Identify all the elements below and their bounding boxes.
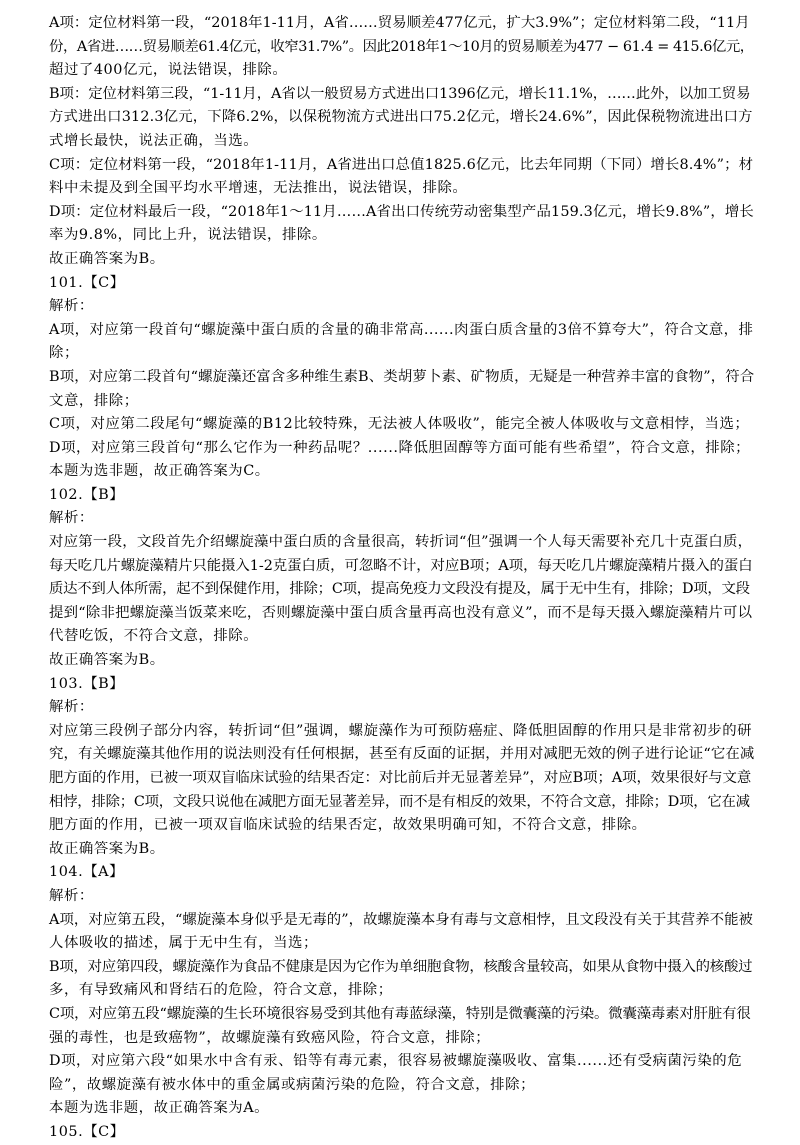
text-line: 102.【B】 [49, 486, 125, 503]
text-line: C项，对应第五段“螺旋藻的生长环境很容易受到其他有毒蓝绿藻，特别是微囊藻的污染。微囊藻毒素对肝脏有很 [49, 1005, 751, 1022]
text-line: 解析： [49, 699, 94, 716]
document-page [49, 12, 754, 1145]
text-line: 103.【B】 [49, 675, 125, 692]
text-line: C项，对应第二段尾句“螺旋藻的B12比较特殊，无法被人体吸收”，能完全被人体吸收与文意相悖，当选； [49, 416, 750, 433]
text-line: 率为9.8%，同比上升，说法错误，排除。 [49, 227, 327, 244]
text-line: 料中未提及到全国平均水平增速，无法推出，说法错误，排除。 [49, 180, 468, 197]
text-line: 对应第一段，文段首先介绍螺旋藻中蛋白质的含量很高，转折词“但”强调一个人每天需要补充几十克蛋白质， [49, 534, 753, 551]
text-line: A项，对应第五段，“螺旋藻本身似乎是无毒的”，故螺旋藻本身有毒与文意相悖，且文段没有关于其营养不能被 [49, 911, 753, 928]
text-line: 文意，排除； [49, 392, 139, 409]
text-line: 故正确答案为B。 [49, 250, 165, 267]
text-line: B项，对应第四段，螺旋藻作为食品不健康是因为它作为单细胞食物，核酸含量较高，如果从食物中摄入的核酸过 [49, 958, 753, 975]
text-line: 提到“除非把螺旋藻当饭菜来吃，否则螺旋藻中蛋白质含量再高也没有意义”，而不是每天摄入螺旋藻精片可以 [49, 604, 753, 621]
text-line: A项，对应第一段首句“螺旋藻中蛋白质的含量的确非常高......肉蛋白质含量的3倍不算夸大”，符合文意，排 [49, 321, 754, 338]
text-line: 本题为选非题，故正确答案为C。 [49, 463, 270, 480]
text-line: B项，对应第二段首句“螺旋藻还富含多种维生素B、类胡萝卜素、矿物质，无疑是一种营养丰富的食物”，符合 [49, 368, 755, 385]
text-line: A项：定位材料第一段，“2018年1-11月，A省……贸易顺差477亿元，扩大3.9%”；定位材料第二段，“11月 [49, 15, 750, 31]
text-line: 质达不到人体所需，起不到保健作用，排除；C项，提高免疫力文段没有提及，属于无中生有，排除；D项，文段 [49, 581, 750, 598]
text-line: 对应第三段例子部分内容，转折词“但”强调，螺旋藻作为可预防癌症、降低胆固醇的作用只是非常初步的研 [49, 722, 753, 739]
text-line: C项：定位材料第一段，“2018年1-11月，A省进出口总值1825.6亿元，比去年同期（下同）增长8.4%”；材 [49, 156, 754, 173]
text-line: 方式进出口312.3亿元，下降6.2%，以保税物流方式进出口75.2亿元，增长24.6%”，因此保税物流进出口方 [49, 109, 753, 126]
text-line: 故正确答案为B。 [49, 652, 165, 669]
text-line: 104.【A】 [49, 864, 125, 881]
text-line: B项：定位材料第三段，“1-11月，A省以一般贸易方式进出口1396亿元，增长11.1%，……此外，以加工贸易 [49, 85, 751, 102]
text-line: 解析： [49, 887, 94, 904]
text-line: 式增长最快，说法正确，当选。 [49, 132, 259, 149]
text-line: D项，对应第六段“如果水中含有汞、铅等有毒元素，很容易被螺旋藻吸收、富集......还有受病菌污染的危 [49, 1053, 743, 1070]
text-line: 超过了400亿元，说法错误，排除。 [49, 62, 288, 79]
text-line: D项，对应第三段首句“那么它作为一种药品呢？......降低胆固醇等方面可能有些希望”，符合文意，排除； [49, 439, 751, 456]
text-line: 究，有关螺旋藻其他作用的说法则没有任何根据，甚至有反面的证据，并用对减肥无效的例子进行论证“它在减 [49, 746, 755, 763]
text-line: 除； [49, 345, 79, 362]
text-line: 险”，故螺旋藻有被水体中的重金属或病菌污染的危险，符合文意，排除； [49, 1076, 536, 1093]
text-line: 相悖，排除；C项，文段只说他在减肥方面无显著差异，而不是有相反的效果，不符合文意，排除；D项，它在减 [49, 793, 750, 810]
text-line: 故正确答案为B。 [49, 840, 165, 857]
text-line: 本题为选非题，故正确答案为A。 [49, 1100, 270, 1117]
text-line: 多，有导致痛风和肾结石的危险，符合文意，排除； [49, 982, 393, 999]
text-line: 每天吃几片螺旋藻精片只能摄入1-2克蛋白质，可忽略不计，对应B项；A项，每天吃几片螺旋藻精片摄入的蛋白 [49, 557, 753, 574]
text-line: 101.【C】 [49, 274, 125, 291]
text-line: 肥方面的作用，已被一项双盲临床试验的结果否定，故效果明确可知，不符合文意，排除。 [49, 817, 647, 834]
text-line: 代替吃饭，不符合文意，排除。 [49, 628, 259, 645]
text-line: 份，A省进……贸易顺差61.4亿元，收窄31.7%”。因此2018年1～10月的贸易顺差为477 − 61.4 = 415.6亿元， [49, 38, 754, 55]
text-line: 105.【C】 [49, 1123, 125, 1140]
text-line: D项：定位材料最后一段，“2018年1～11月……A省出口传统劳动密集型产品159.3亿元，增长9.8%”，增长 [49, 203, 754, 220]
text-line: 强的毒性，也是致癌物”，故螺旋藻有致癌风险，符合文意，排除； [49, 1029, 491, 1046]
text-line: 人体吸收的描述，属于无中生有，当选； [49, 935, 318, 952]
text-line: 解析： [49, 510, 94, 527]
text-line: 解析： [49, 298, 94, 315]
text-line: 肥方面的作用，已被一项双盲临床试验的结果否定：对比前后并无显著差异”，对应B项；A项，效果很好与文意 [49, 770, 752, 786]
